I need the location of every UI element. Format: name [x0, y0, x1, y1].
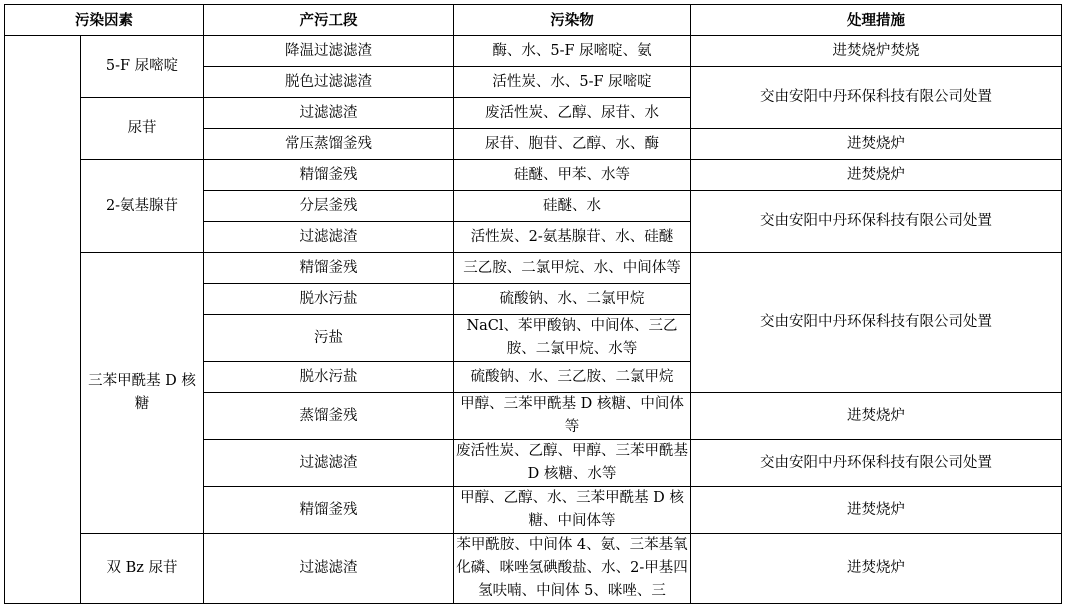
pollutant-cell: 硅醚、甲苯、水等 [454, 160, 691, 191]
pollutant-cell: NaCl、苯甲酸钠、中间体、三乙胺、二氯甲烷、水等 [454, 315, 691, 362]
header-row [5, 5, 1062, 36]
pollutant-cell: 硅醚、水 [454, 191, 691, 222]
product-cell: 2-氨基腺苷 [81, 160, 204, 253]
stage-cell: 脱水污盐 [204, 284, 454, 315]
stage-cell: 精馏釜残 [204, 253, 454, 284]
treatment-cell: 进焚烧炉 [691, 487, 1062, 534]
treatment-cell: 进焚烧炉 [691, 160, 1062, 191]
stage-cell: 过滤滤渣 [204, 222, 454, 253]
product-cell: 双 Bz 尿苷 [81, 534, 204, 604]
pollutant-cell: 尿苷、胞苷、乙醇、水、酶 [454, 129, 691, 160]
pollutant-cell: 硫酸钠、水、三乙胺、二氯甲烷 [454, 362, 691, 393]
stage-cell: 污盐 [204, 315, 454, 362]
stage-cell: 分层釜残 [204, 191, 454, 222]
pollutant-cell: 活性炭、水、5-F 尿嘧啶 [454, 67, 691, 98]
treatment-cell: 交由安阳中丹环保科技有限公司处置 [691, 191, 1062, 253]
stage-cell: 脱水污盐 [204, 362, 454, 393]
stage-cell: 过滤滤渣 [204, 534, 454, 604]
treatment-cell: 进焚烧炉 [691, 129, 1062, 160]
stage-cell: 脱色过滤滤渣 [204, 67, 454, 98]
treatment-cell: 进焚烧炉 [691, 393, 1062, 440]
product-cell: 尿苷 [81, 98, 204, 160]
pollutant-cell: 甲醇、三苯甲酰基 D 核糖、中间体等 [454, 393, 691, 440]
stage-cell: 降温过滤滤渣 [204, 36, 454, 67]
pollutant-cell: 废活性炭、乙醇、甲醇、三苯甲酰基 D 核糖、水等 [454, 440, 691, 487]
header-factor: 污染因素 [5, 5, 204, 36]
stage-cell: 过滤滤渣 [204, 98, 454, 129]
treatment-cell: 交由安阳中丹环保科技有限公司处置 [691, 253, 1062, 393]
table-row [5, 160, 1062, 191]
header-pollutant: 污染物 [454, 5, 691, 36]
pollutant-cell: 废活性炭、乙醇、尿苷、水 [454, 98, 691, 129]
factor-category-cell [5, 36, 81, 604]
product-cell: 三苯甲酰基 D 核糖 [81, 253, 204, 534]
waste-table [4, 4, 1062, 604]
stage-cell: 常压蒸馏釜残 [204, 129, 454, 160]
pollutant-cell: 酶、水、5-F 尿嘧啶、氨 [454, 36, 691, 67]
treatment-cell: 进焚烧炉 [691, 534, 1062, 604]
header-treatment: 处理措施 [691, 5, 1062, 36]
stage-cell: 精馏釜残 [204, 487, 454, 534]
table-row [5, 36, 1062, 67]
stage-cell: 蒸馏釜残 [204, 393, 454, 440]
waste-table-container [4, 4, 1062, 604]
table-row [5, 253, 1062, 284]
pollutant-cell: 甲醇、乙醇、水、三苯甲酰基 D 核糖、中间体等 [454, 487, 691, 534]
pollutant-cell: 活性炭、2-氨基腺苷、水、硅醚 [454, 222, 691, 253]
stage-cell: 过滤滤渣 [204, 440, 454, 487]
pollutant-cell: 苯甲酰胺、中间体 4、氨、三苯基氧化磷、咪唑氢碘酸盐、水、2-甲基四氢呋喃、中间体 5、咪唑、三 [454, 534, 691, 604]
product-cell: 5-F 尿嘧啶 [81, 36, 204, 98]
header-stage: 产污工段 [204, 5, 454, 36]
stage-cell: 精馏釜残 [204, 160, 454, 191]
treatment-cell: 交由安阳中丹环保科技有限公司处置 [691, 67, 1062, 129]
table-row [5, 534, 1062, 604]
pollutant-cell: 硫酸钠、水、二氯甲烷 [454, 284, 691, 315]
treatment-cell: 进焚烧炉焚烧 [691, 36, 1062, 67]
treatment-cell: 交由安阳中丹环保科技有限公司处置 [691, 440, 1062, 487]
pollutant-cell: 三乙胺、二氯甲烷、水、中间体等 [454, 253, 691, 284]
